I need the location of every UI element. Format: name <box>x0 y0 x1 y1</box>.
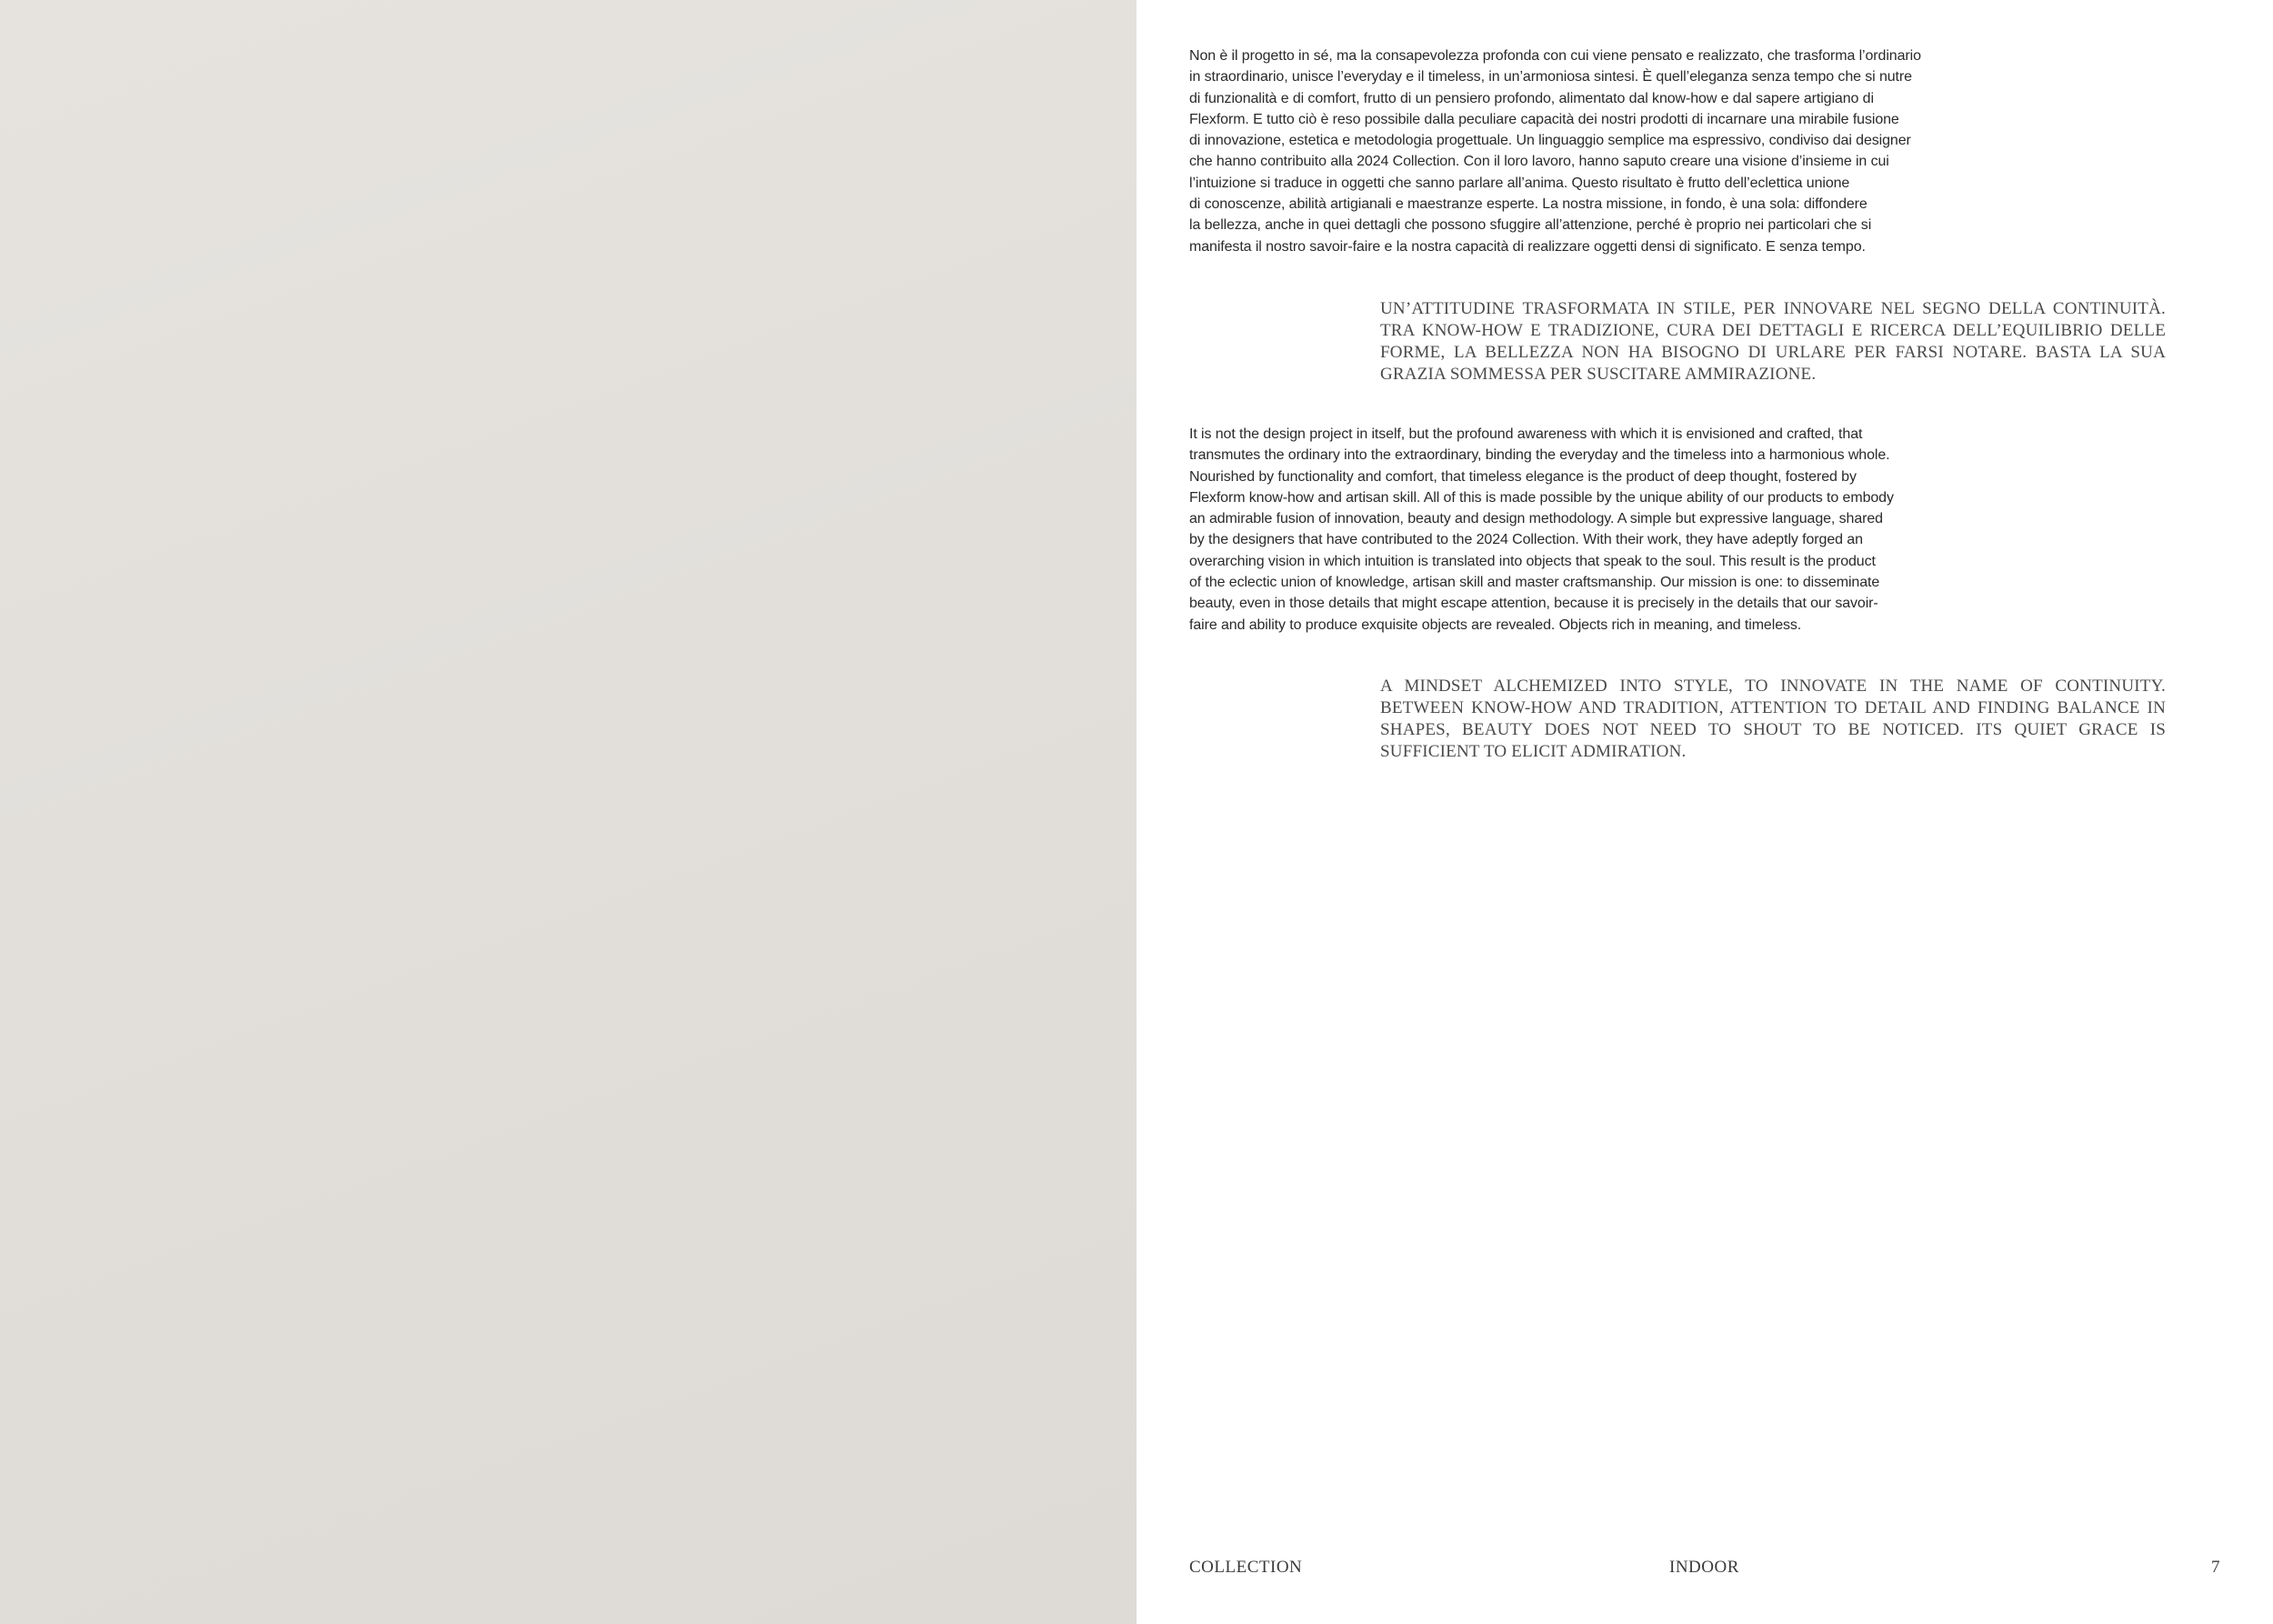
left-image-panel <box>0 0 1136 1624</box>
footer-section-label: INDOOR <box>1669 1558 1739 1577</box>
page-number: 7 <box>2211 1558 2220 1577</box>
footer-collection-label: COLLECTION <box>1189 1558 1303 1577</box>
body-text-english: It is not the design project in itself, but the profound awareness with which it is envisioned and crafted, that transmutes the ordinary into the extraordinary, binding the everyday and the timeless into a harmonious whole. Nourished by functionality and comfort, that timeless elegance is the product of deep thought, fostered by Flexform know-how and artisan skill. All of this is made possible by the unique ability of our products to embody an admirable fusion of innovation, beauty and design methodology. A simple but expressive language, shared by the designers that have contributed to the 2024 Collection. With their work, they have adeptly forged an overarching vision in which intuition is translated into objects that speak to the soul. This result is the product of the eclectic union of knowledge, artisan skill and master craftsmanship. Our mission is one: to disseminate beauty, even in those details that might escape attention, because it is precisely in the details that our savoir- faire and ability to produce exquisite objects are revealed. Objects rich in meaning, and timeless. <box>1189 426 1894 633</box>
body-text-italian: Non è il progetto in sé, ma la consapevolezza profonda con cui viene pensato e realizzato, che trasforma l’ordinario in straordinario, unisce l’everyday e il timeless, in un’armoniosa sintesi. È quell’eleganza senza tempo che si nutre di funzionalità e di comfort, frutto di un pensiero profondo, alimentato dal know-how e dal sapere artigiano di Flexform. E tutto ciò è reso possibile dalla peculiare capacità dei nostri prodotti di incarnare una mirabile fusione di innovazione, estetica e metodologia progettuale. Un linguaggio semplice ma espressivo, condiviso dai designer che hanno contribuito alla 2024 Collection. Con il loro lavoro, hanno saputo creare una visione d’insieme in cui l’intuizione si traduce in oggetti che sanno parlare all’anima. Questo risultato è frutto dell’eclettica unione di conoscenze, abilità artigianali e maestranze esperte. La nostra missione, in fondo, è una sola: diffondere la bellezza, anche in quei dettagli che possono sfuggire all’attenzione, perché è proprio nei particolari che si manifesta il nostro savoir-faire e la nostra capacità di realizzare oggetti densi di significato. E senza tempo. <box>1189 48 1921 255</box>
text-page <box>1136 0 2273 1624</box>
pull-quote-italian: UN’ATTITUDINE TRASFORMATA IN STILE, PER INNOVARE NEL SEGNO DELLA CONTINUITÀ. TRA KNOW-HOW E TRADIZIONE, CURA DEI DETTAGLI E RICERCA DELL’EQUILIBRIO DELLE FORME, LA BELLEZZA NON HA BISOGNO DI URLARE PER FARSI NOTARE. BASTA LA SUA GRAZIA SOMMESSA PER SUSCITARE AMMIRAZIONE. <box>1380 299 2166 384</box>
pull-quote-english: A MINDSET ALCHEMIZED INTO STYLE, TO INNOVATE IN THE NAME OF CONTINUITY. BETWEEN KNOW-HOW AND TRADITION, ATTENTION TO DETAIL AND FINDING BALANCE IN SHAPES, BEAUTY DOES NOT NEED TO SHOUT TO BE NOTICED. ITS QUIET GRACE IS SUFFICIENT TO ELICIT ADMIRATION. <box>1380 677 2166 761</box>
